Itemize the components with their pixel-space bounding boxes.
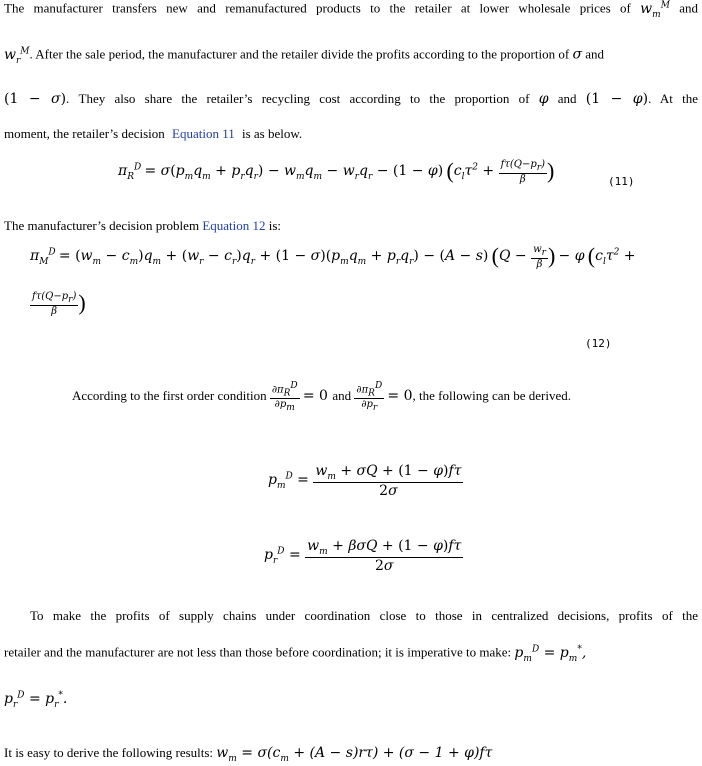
paragraph-5: It is easy to derive the following results: $w_m = \sigma(c_m + (A - s)r\tau) + (\sigma - 1 + \varphi)f\tau$ — [4, 745, 493, 764]
math-wr-M: $w_r^M$ — [4, 46, 30, 66]
equation-11-number: (11) — [608, 175, 635, 188]
paragraph-1-line-3: (1 − σ). They also share the retailer’s recycling cost according to the proportion of φ and (1 − φ). At the — [4, 91, 698, 107]
equation-pm-D: $p_m^D$ = $\frac{w_m + \sigma Q + (1 - \varphi)f\tau}{2\sigma}$ — [268, 463, 462, 499]
math-phi: φ — [538, 91, 549, 107]
paragraph-4-line-2: retailer and the manufacturer are not less than those before coordination; it is imperative to make: $p_m^D = p_m^*$, — [4, 644, 587, 664]
math-wm-result: $w_m = \sigma(c_m + (A - s)r\tau) + (\sigma - 1 + \varphi)f\tau$ — [216, 745, 493, 764]
equation-11: $\pi_R^D = \sigma(p_mq_m + p_rq_r) - w_mq_m - w_rq_r - (1 - \varphi) (c_l\tau^2$ + $\frac{f\tau(Q-p_r)}{\beta}$ ) — [118, 158, 555, 186]
paragraph-2: The manufacturer’s decision problem Equation 12 is: — [4, 218, 282, 233]
paragraph-3: According to the first order condition $\frac{\partial\pi_R^D}{\partial p_m}$ = 0 and $\frac{\partial\pi_R^D}{\partial p_r}$ = 0, the following can be derived. — [72, 381, 571, 414]
math-sigma: σ — [572, 46, 582, 63]
math-one-minus-sigma: (1 − σ) — [4, 91, 67, 107]
paragraph-1-line-2: $w_r^M$. After the sale period, the manufacturer and the retailer divide the profits according to the proportion of σ and — [4, 46, 605, 66]
equation-pr-D: $p_r^D$ = $\frac{w_m + \beta\sigma Q + (1 - \varphi)f\tau}{2\sigma}$ — [264, 538, 462, 574]
equation-12-link[interactable]: Equation 12 — [202, 218, 266, 233]
equation-11-link[interactable]: Equation 11 — [172, 126, 235, 141]
equation-12-line-1: $\pi_M^D = (w_m - c_m)q_m + (w_r - c_r)q_r + (1 - \sigma)(p_mq_m + p_rq_r) - (A - s) (Q$ − $\frac{w_r}{\beta}$ ) − φ ($c_l\tau^2$ + — [30, 243, 636, 271]
math-one-minus-phi: (1 − φ) — [585, 91, 649, 107]
paragraph-1-line-4: moment, the retailer’s decision Equation 11 is as below. — [4, 126, 303, 141]
paragraph-4-line-1: To make the profits of supply chains under coordination close to those in centralized decisions, profits of the — [30, 608, 698, 623]
paragraph-1-line-1: The manufacturer transfers new and remanufactured products to the retailer at lower wholesale prices of $w_m^M$ and — [4, 0, 699, 20]
paragraph-4-line-3 — [4, 690, 67, 709]
equation-12-line-2: $\frac{f\tau(Q-p_r)}{\beta}$ ) — [32, 290, 86, 318]
math-pm-condition: $p_m^D = p_m^*$, — [514, 644, 587, 664]
math-pr-condition: $p_r^D = p_r^*$. — [4, 690, 68, 710]
equation-12-number: (12) — [585, 337, 612, 350]
math-wm-M: $w_m^M$ — [640, 0, 670, 20]
